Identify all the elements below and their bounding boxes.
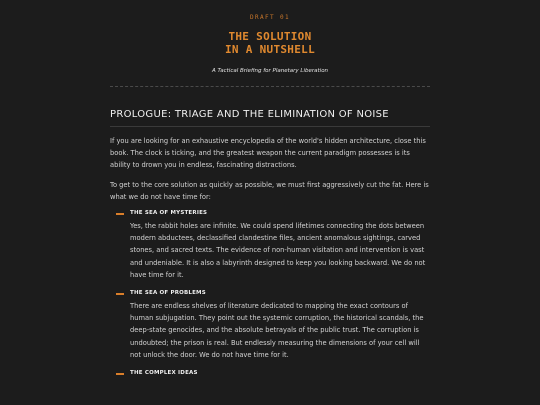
dash-bullet-icon: [116, 373, 124, 375]
title-line-2: IN A NUTSHELL: [225, 43, 315, 56]
item-body: Yes, the rabbit holes are infinite. We could spend lifetimes connecting the dots between modern abductees, declassified clandestine files, ancient anomalous sightings, carved stones, and sacred texts. The evidence of non-human visitation and intervention is vast and undeniable. It is also a labyrinth designed to keep you looking backward. We do not have time for it.: [130, 222, 426, 279]
draft-label: DRAFT 01: [249, 14, 291, 21]
item-title: THE SEA OF MYSTERIES: [130, 210, 208, 216]
item-body: There are endless shelves of literature dedicated to mapping the exact contours of human subjugation. They point out the systemic corruption, the historical scandals, the deep-state genocides, and the absolute betrayals of the public trust. The corruption is undoubted; the prison is real. But endlessly measuring the dimensions of your cell will not unlock the door. We do not have time for it.: [130, 302, 424, 359]
item-list: [110, 209, 430, 378]
document-page: [110, 0, 430, 378]
list-item: [110, 209, 430, 281]
paragraph: To get to the core solution as quickly as possible, we must first aggressively cut the fat. Here is what we do not have time for:: [110, 181, 429, 201]
section-title: PROLOGUE: TRIAGE AND THE ELIMINATION OF NOISE: [110, 109, 389, 120]
section-divider: [110, 126, 430, 127]
title-line-1: THE SOLUTION: [228, 30, 312, 43]
document-title: [110, 30, 430, 56]
document-subtitle: A Tactical Briefing for Planetary Liberation: [211, 68, 329, 74]
list-item: [110, 369, 430, 378]
dash-bullet-icon: [116, 213, 124, 215]
item-title: THE SEA OF PROBLEMS: [130, 290, 206, 297]
document-header: [110, 0, 430, 75]
paragraph: If you are looking for an exhaustive encyclopedia of the world's hidden architecture, close this book. The clock is ticking, and the greatest weapon the current paradigm possesses is its ability to drown you in endless, fascinating distractions.: [110, 137, 426, 169]
dash-bullet-icon: [116, 293, 124, 295]
list-item: [110, 289, 430, 361]
item-title: THE COMPLEX IDEAS: [130, 370, 198, 377]
header-divider: [110, 86, 430, 87]
